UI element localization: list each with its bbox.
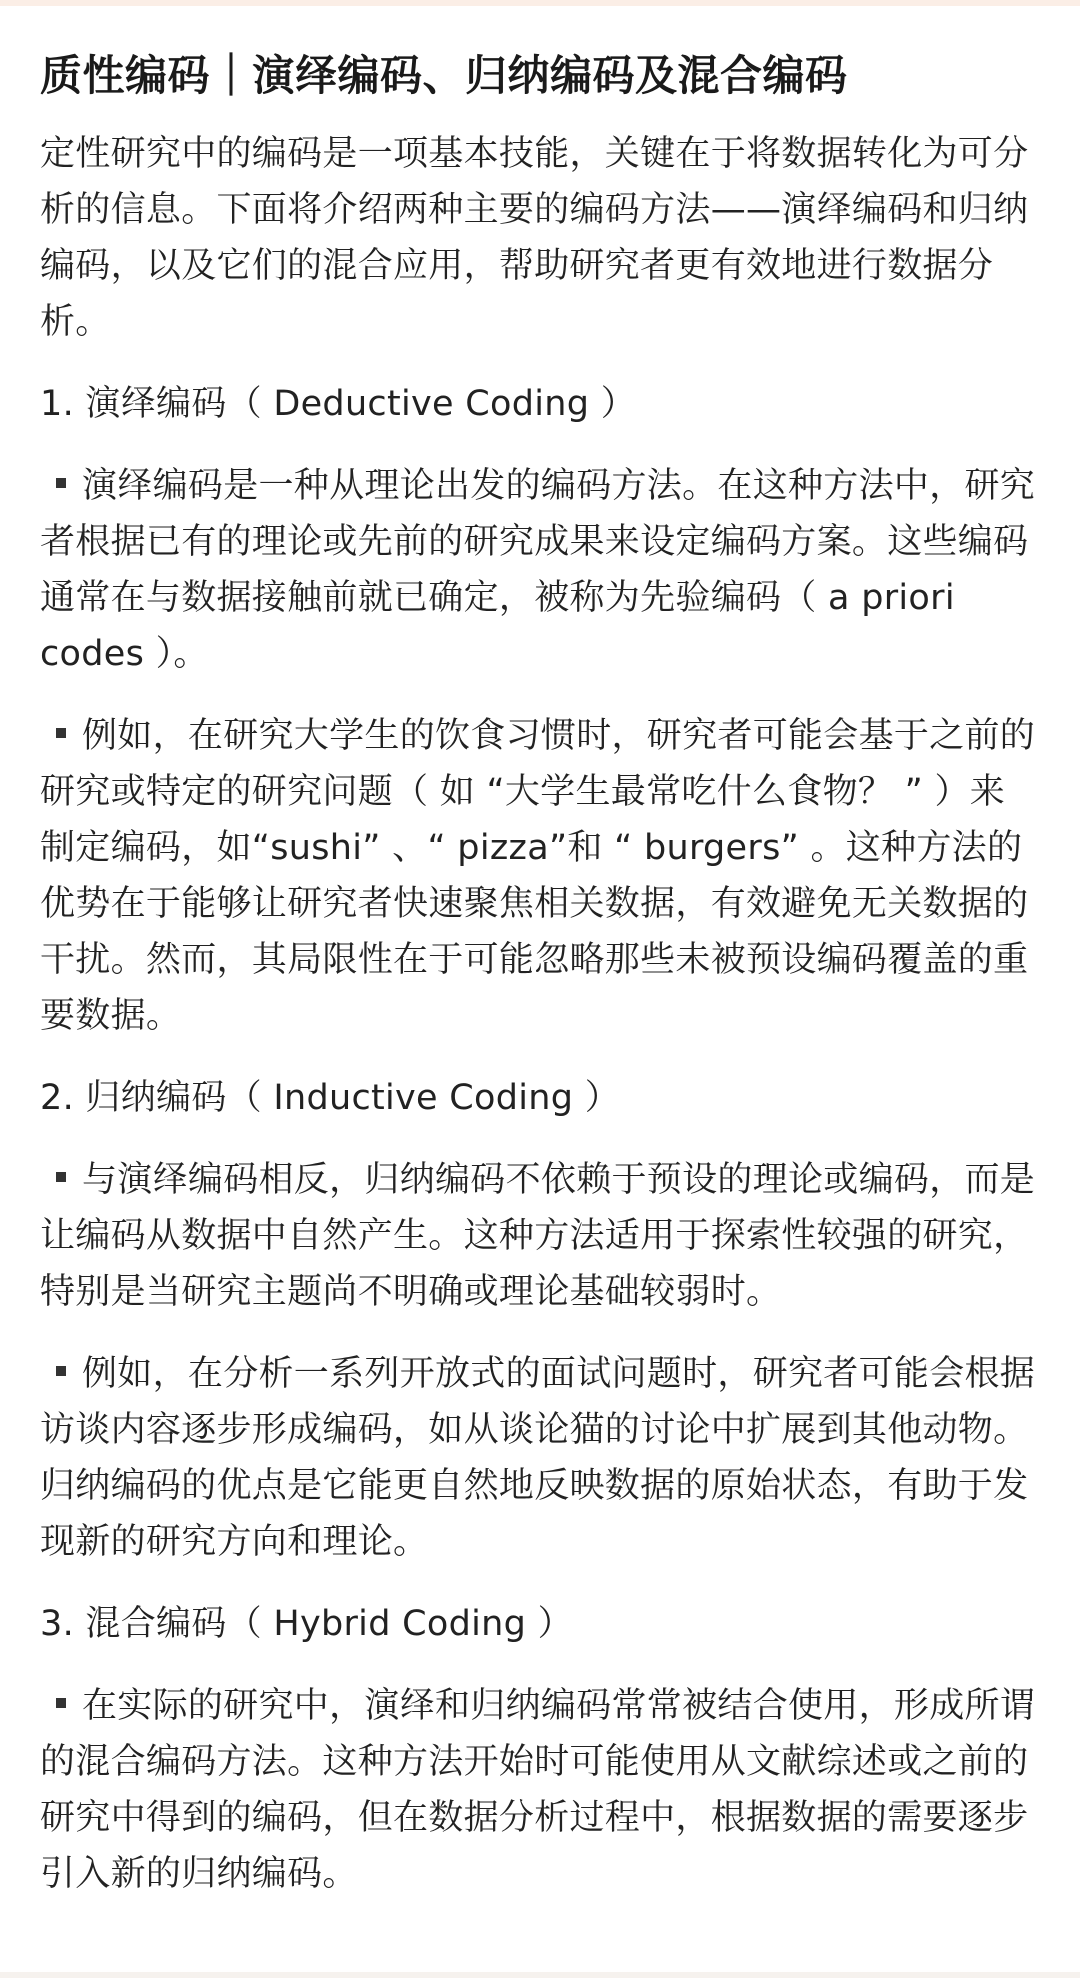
bullet-text: 演绎编码是一种从理论出发的编码方法。在这种方法中，研究者根据已有的理论或先前的研究成果来设定编码方案。这些编码通常在与数据接触前就已确定，被称为先验编码（ a priori codes ）。 <box>40 466 1036 674</box>
top-edge-strip <box>0 0 1080 6</box>
bullet-square-icon <box>56 1698 66 1708</box>
bullet-item <box>40 458 1040 682</box>
bullet-item <box>40 1346 1040 1570</box>
bullet-square-icon <box>56 1172 66 1182</box>
section-heading: 1. 演绎编码（ Deductive Coding ） <box>40 384 637 424</box>
section-inductive <box>40 1070 1040 1570</box>
bullet-item <box>40 1152 1040 1320</box>
bullet-item <box>40 1678 1040 1902</box>
bullet-text: 例如，在分析一系列开放式的面试问题时，研究者可能会根据访谈内容逐步形成编码，如从谈论猫的讨论中扩展到其他动物。归纳编码的优点是它能更自然地反映数据的原始状态，有助于发现新的研究方向和理论。 <box>40 1354 1036 1562</box>
intro-paragraph: 定性研究中的编码是一项基本技能，关键在于将数据转化为可分析的信息。下面将介绍两种主要的编码方法——演绎编码和归纳编码，以及它们的混合应用，帮助研究者更有效地进行数据分析。 <box>40 134 1029 342</box>
section-heading: 3. 混合编码（ Hybrid Coding ） <box>40 1604 573 1644</box>
section-hybrid <box>40 1596 1040 1902</box>
article-title: 质性编码｜演绎编码、归纳编码及混合编码 <box>40 51 848 100</box>
bullet-item <box>40 708 1040 1044</box>
bullet-text: 例如，在研究大学生的饮食习惯时，研究者可能会基于之前的研究或特定的研究问题（ 如 “大学生最常吃什么食物？ ” ）来制定编码，如“sushi” 、“ pizza”和 “ burgers” 。这种方法的优势在于能够让研究者快速聚焦相关数据，有效避免无关数据的干扰。然而，其局限性在于可能忽略那些未被预设编码覆盖的重要数据。 <box>40 716 1036 1036</box>
bullet-text: 在实际的研究中，演绎和归纳编码常常被结合使用，形成所谓的混合编码方法。这种方法开始时可能使用从文献综述或之前的研究中得到的编码，但在数据分析过程中，根据数据的需要逐步引入新的归纳编码。 <box>40 1686 1036 1894</box>
bullet-square-icon <box>56 1366 66 1376</box>
bullet-text: 与演绎编码相反，归纳编码不依赖于预设的理论或编码，而是让编码从数据中自然产生。这种方法适用于探索性较强的研究，特别是当研究主题尚不明确或理论基础较弱时。 <box>40 1160 1036 1312</box>
section-deductive <box>40 376 1040 1044</box>
bullet-square-icon <box>56 728 66 738</box>
article <box>40 40 1040 1928</box>
bottom-edge-strip <box>0 1972 1080 1978</box>
bullet-square-icon <box>56 478 66 488</box>
section-heading: 2. 归纳编码（ Inductive Coding ） <box>40 1078 621 1118</box>
